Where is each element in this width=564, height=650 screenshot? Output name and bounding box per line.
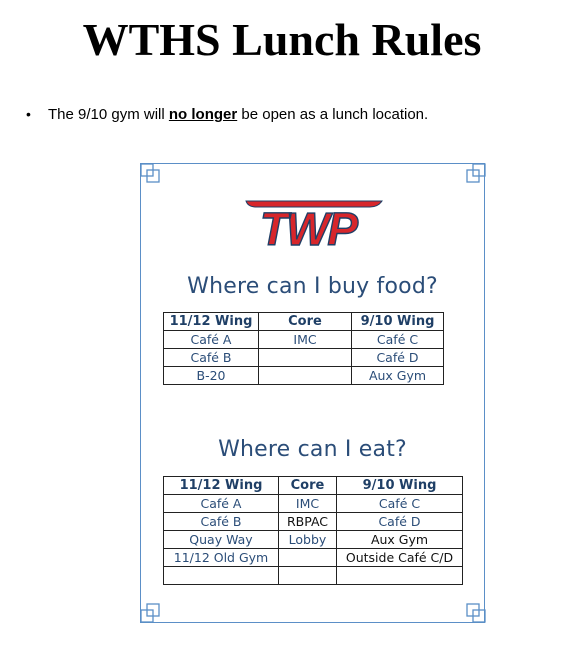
table-cell: Café B (164, 349, 259, 367)
column-header: 9/10 Wing (337, 477, 463, 495)
table-cell: Café C (337, 495, 463, 513)
table-row (164, 367, 444, 385)
table-cell: Outside Café C/D (337, 549, 463, 567)
table-cell: Café A (164, 495, 279, 513)
table-cell: Café C (352, 331, 444, 349)
table-row (164, 531, 463, 549)
table-cell: Café B (164, 513, 279, 531)
table-row (164, 549, 463, 567)
table-cell: Café D (352, 349, 444, 367)
table-cell: Lobby (279, 531, 337, 549)
table-header-row (164, 477, 463, 495)
table-header-row (164, 313, 444, 331)
table-cell (279, 567, 337, 585)
bullet-text-after: be open as a lunch location. (237, 106, 429, 123)
bullet-icon: • (26, 106, 31, 122)
column-header: Core (279, 477, 337, 495)
corner-ornament-bottom-left (139, 598, 165, 624)
table-cell (259, 367, 352, 385)
column-header: Core (259, 313, 352, 331)
eat-heading: Where can I eat? (218, 437, 407, 462)
twp-logo (232, 195, 384, 253)
table-cell (164, 567, 279, 585)
table-row (164, 349, 444, 367)
bullet-item (26, 104, 428, 125)
table-row (164, 513, 463, 531)
table-cell: IMC (279, 495, 337, 513)
table-cell: Café D (337, 513, 463, 531)
buy-food-heading: Where can I buy food? (187, 274, 438, 299)
table-cell: Quay Way (164, 531, 279, 549)
table-cell: Café A (164, 331, 259, 349)
table-cell: B-20 (164, 367, 259, 385)
corner-ornament-top-right (461, 162, 487, 188)
bullet-text-before: The 9/10 gym will (48, 106, 169, 123)
corner-ornament-top-left (139, 162, 165, 188)
table-cell (337, 567, 463, 585)
table-cell: IMC (259, 331, 352, 349)
eat-table (163, 476, 463, 585)
table-cell (259, 349, 352, 367)
table-cell: 11/12 Old Gym (164, 549, 279, 567)
table-cell: Aux Gym (337, 531, 463, 549)
table-cell: Aux Gym (352, 367, 444, 385)
table-cell: RBPAC (279, 513, 337, 531)
corner-ornament-bottom-right (461, 598, 487, 624)
page-title: WTHS Lunch Rules (82, 14, 482, 65)
column-header: 11/12 Wing (164, 477, 279, 495)
logo-text: TWP (259, 203, 357, 253)
buy-food-table (163, 312, 444, 385)
column-header: 9/10 Wing (352, 313, 444, 331)
table-row (164, 495, 463, 513)
table-cell (279, 549, 337, 567)
table-row (164, 331, 444, 349)
bullet-emphasis: no longer (168, 106, 238, 123)
table-row (164, 567, 463, 585)
column-header: 11/12 Wing (164, 313, 259, 331)
